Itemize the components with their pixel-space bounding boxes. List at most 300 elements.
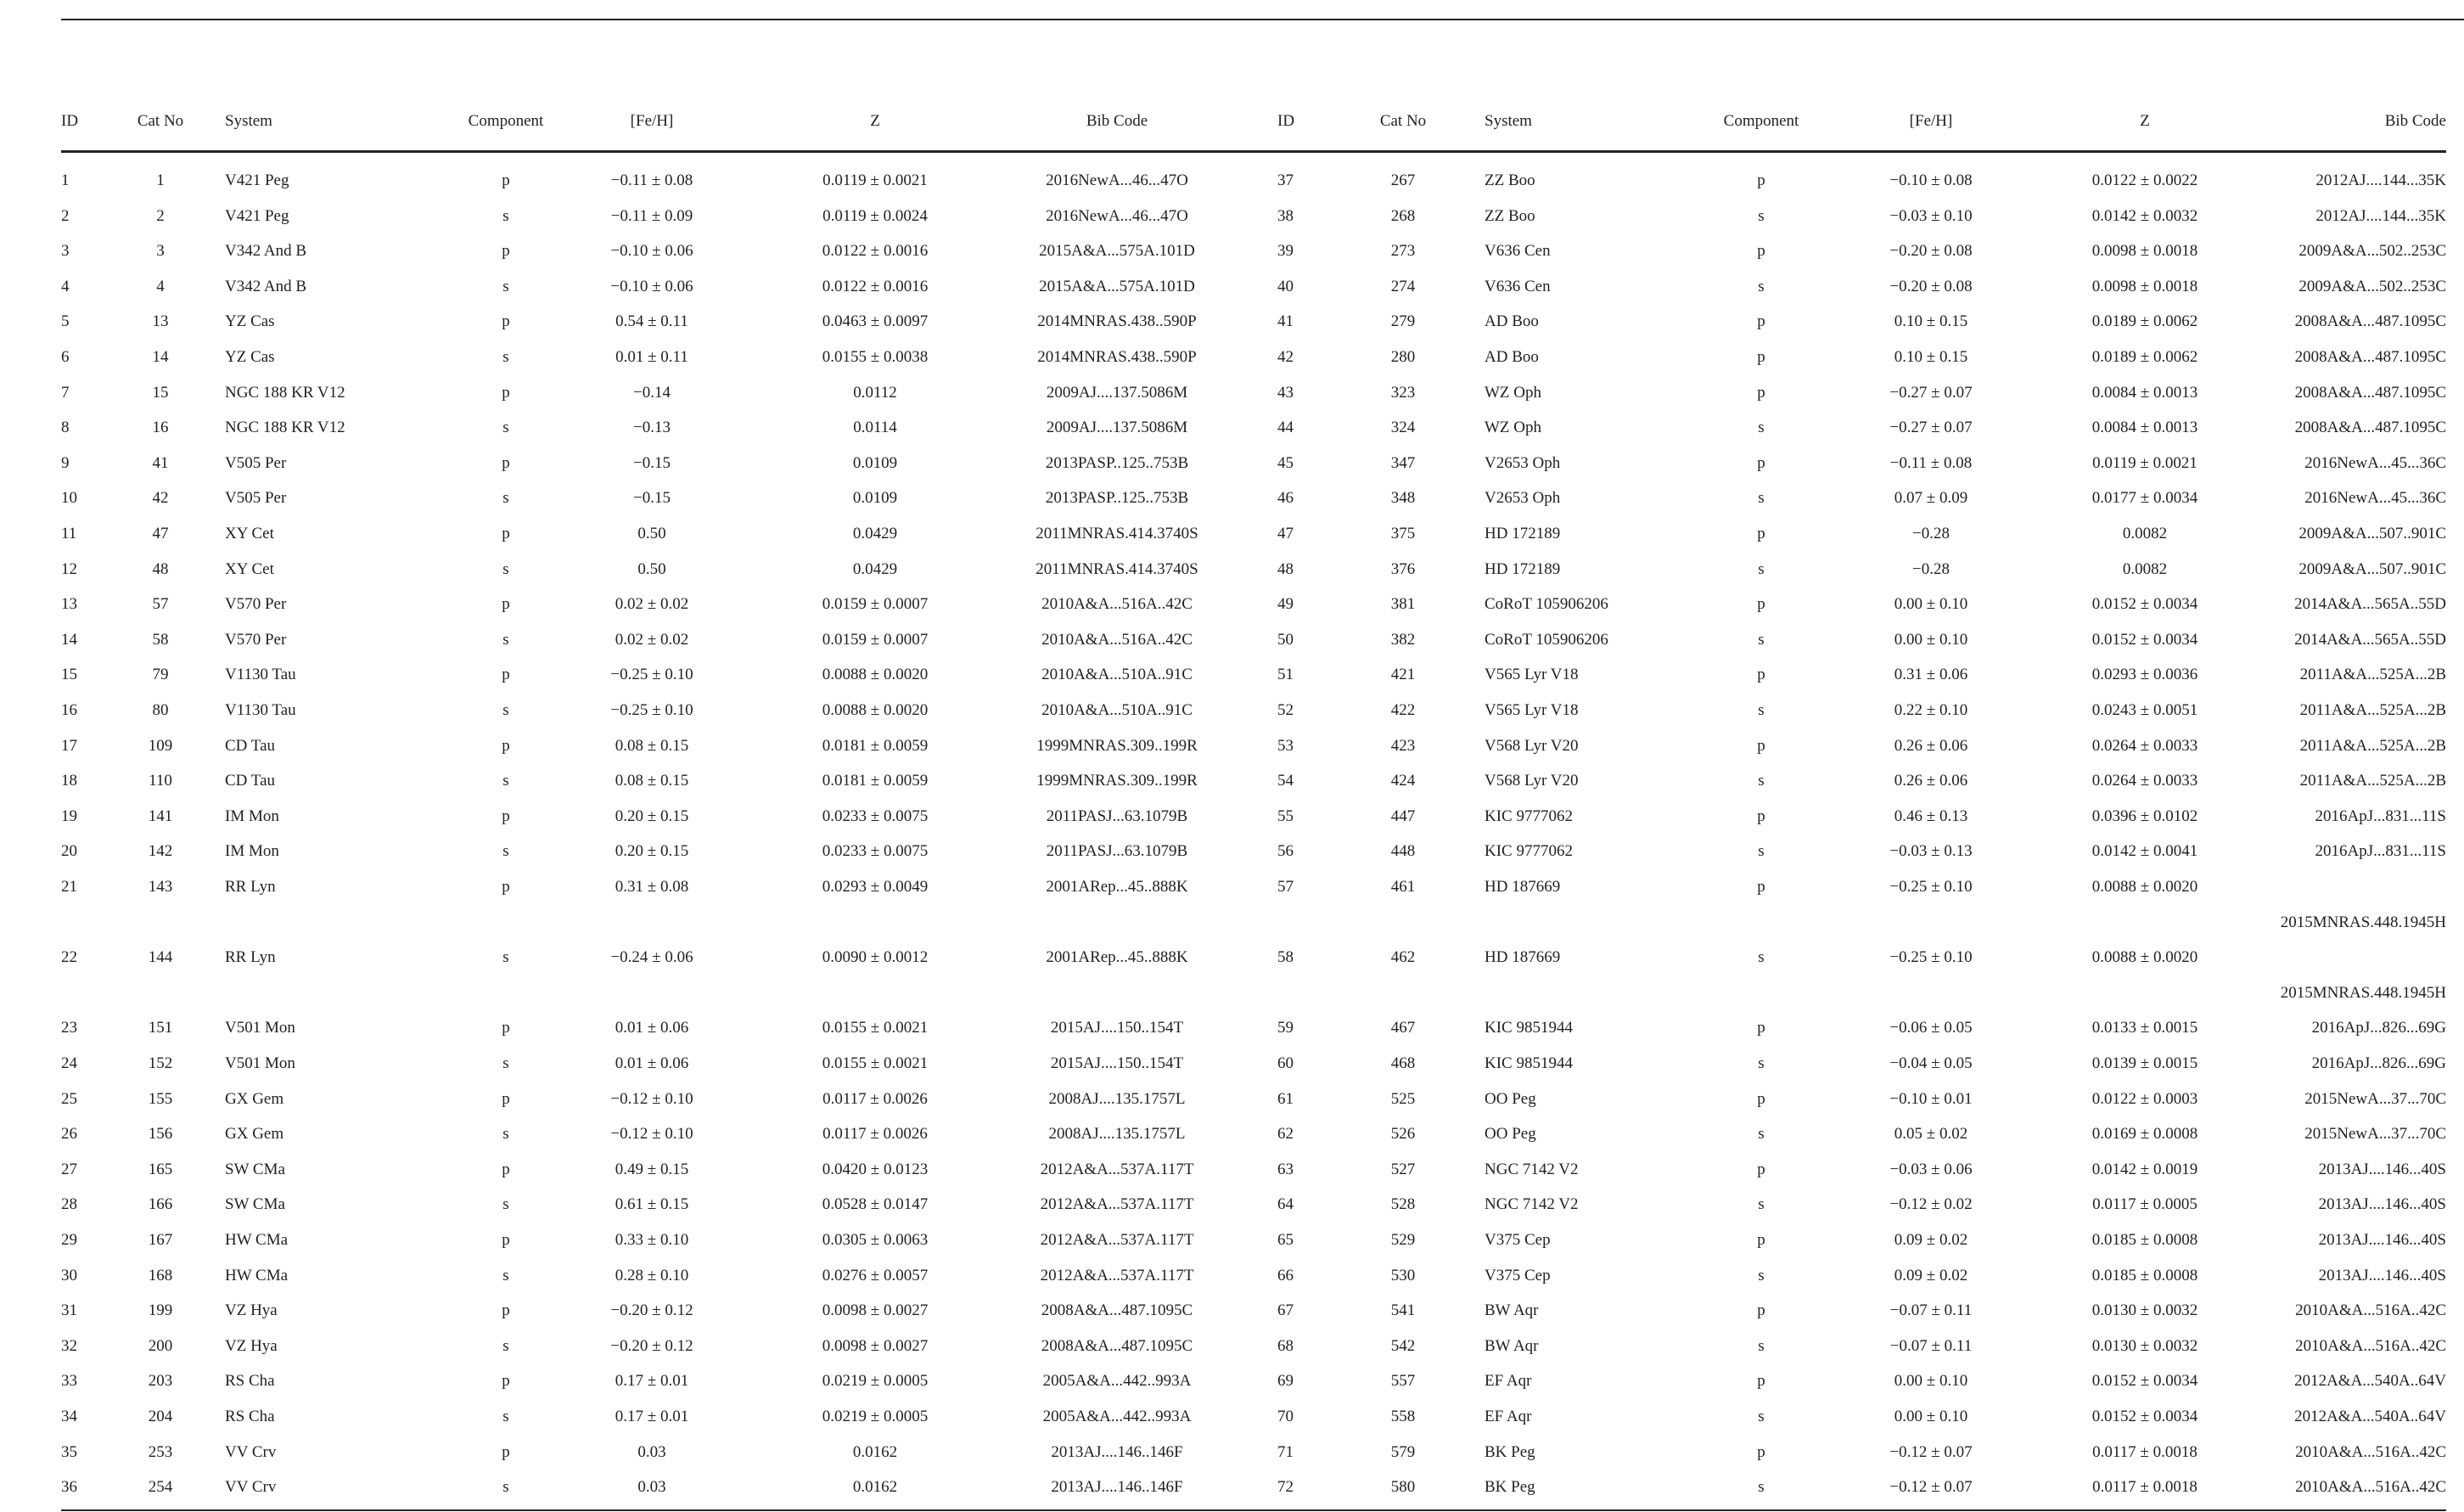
- row-fe-h: −0.04 ± 0.05: [1889, 1054, 1973, 1072]
- row-bib-code: 2001ARep...45..888K: [1046, 948, 1188, 967]
- row-fe-h: −0.25 ± 0.10: [1889, 948, 1973, 967]
- row-cat-no: 323: [1390, 383, 1416, 402]
- row-z: 0.0130 ± 0.0032: [2091, 1301, 2198, 1320]
- row-component: s: [1758, 842, 1765, 861]
- row-system: KIC 9777062: [1485, 842, 1573, 861]
- row-id: 69: [1277, 1372, 1294, 1391]
- row-component: p: [502, 1160, 510, 1178]
- row-fe-h: −0.11 ± 0.08: [610, 171, 693, 189]
- row-cat-no: 579: [1390, 1442, 1416, 1461]
- header-cat-no: Cat No: [1379, 112, 1427, 130]
- row-fe-h: 0.46 ± 0.13: [1894, 807, 1968, 825]
- row-bib-code: 2015A&A...575A.101D: [1039, 242, 1195, 261]
- row-component: s: [1758, 1408, 1765, 1425]
- bottom-rule: [61, 1509, 2446, 1511]
- row-z: 0.0122 ± 0.0016: [822, 242, 929, 261]
- row-bib-code: 2009A&A...502..253C: [2298, 242, 2446, 261]
- row-cat-no: 151: [148, 1019, 173, 1037]
- row-fe-h: 0.50: [637, 559, 666, 578]
- row-id: 24: [61, 1054, 77, 1072]
- row-cat-no: 557: [1390, 1372, 1416, 1391]
- row-component: p: [1757, 736, 1765, 755]
- row-bib-code: 2016ApJ...831...11S: [2315, 807, 2446, 825]
- row-fe-h: −0.27 ± 0.07: [1889, 419, 1973, 437]
- row-system: XY Cet: [225, 525, 274, 542]
- row-z: 0.0155 ± 0.0038: [822, 348, 929, 366]
- row-id: 51: [1277, 666, 1294, 684]
- row-id: 17: [61, 736, 77, 755]
- row-component: p: [502, 666, 510, 684]
- row-system: V375 Cep: [1485, 1266, 1551, 1284]
- row-cat-no: 109: [148, 736, 173, 755]
- row-id: 39: [1277, 242, 1294, 261]
- row-cat-no: 462: [1390, 948, 1416, 967]
- row-id: 57: [1277, 878, 1294, 896]
- row-component: s: [502, 559, 509, 578]
- row-component: p: [1757, 525, 1765, 542]
- row-component: p: [502, 736, 510, 755]
- row-bib-code: 2016ApJ...831...11S: [2315, 842, 2446, 861]
- row-bib-code: 2012A&A...537A.117T: [1040, 1160, 1194, 1178]
- row-fe-h: −0.12 ± 0.10: [610, 1125, 693, 1144]
- header-cat-no: Cat No: [137, 112, 184, 130]
- header-z: Z: [2140, 112, 2150, 130]
- row-bib-code: 2013AJ....146...40S: [2318, 1195, 2446, 1214]
- row-fe-h: 0.02 ± 0.02: [615, 630, 689, 649]
- row-z: 0.0155 ± 0.0021: [822, 1019, 929, 1037]
- row-bib-code: 2010A&A...510A..91C: [1041, 666, 1193, 684]
- row-bib-code: 2011PASJ...63.1079B: [1046, 807, 1188, 825]
- row-z: 0.0189 ± 0.0062: [2091, 348, 2198, 366]
- row-system: RS Cha: [225, 1408, 275, 1425]
- row-id: 61: [1277, 1089, 1294, 1108]
- row-system: OO Peg: [1485, 1089, 1536, 1108]
- row-id: 22: [61, 948, 77, 967]
- row-fe-h: −0.06 ± 0.05: [1889, 1019, 1973, 1037]
- row-component: s: [502, 630, 509, 649]
- row-fe-h: −0.24 ± 0.06: [610, 948, 693, 967]
- row-id: 16: [61, 701, 77, 719]
- row-component: p: [1757, 1372, 1765, 1391]
- row-system: V505 Per: [225, 453, 287, 472]
- row-cat-no: 144: [148, 948, 173, 967]
- header-fe-h: [Fe/H]: [630, 112, 674, 130]
- row-fe-h: −0.03 ± 0.06: [1889, 1160, 1973, 1178]
- row-component: p: [1757, 1442, 1765, 1461]
- row-component: s: [502, 842, 509, 861]
- row-cat-no: 530: [1390, 1266, 1416, 1284]
- row-id: 8: [61, 419, 70, 437]
- row-bib-code: 2008A&A...487.1095C: [2294, 348, 2446, 366]
- row-id: 68: [1277, 1336, 1294, 1355]
- row-id: 25: [61, 1089, 77, 1108]
- row-fe-h: 0.26 ± 0.06: [1894, 736, 1968, 755]
- row-z: 0.0117 ± 0.0026: [822, 1089, 928, 1108]
- row-component: s: [1758, 701, 1765, 719]
- row-z: 0.0112: [853, 383, 897, 402]
- row-system: V565 Lyr V18: [1485, 701, 1579, 719]
- row-id: 34: [61, 1408, 77, 1425]
- row-component: p: [502, 1019, 510, 1037]
- row-component: s: [1758, 489, 1765, 508]
- row-component: s: [502, 1336, 509, 1355]
- row-id: 43: [1277, 383, 1294, 402]
- row-bib-code: 2014MNRAS.438..590P: [1037, 348, 1197, 366]
- row-system: NGC 7142 V2: [1485, 1195, 1579, 1214]
- row-id: 44: [1277, 419, 1294, 437]
- row-id: 47: [1277, 525, 1294, 542]
- row-cat-no: 152: [148, 1054, 173, 1072]
- row-id: 49: [1277, 595, 1294, 614]
- row-bib-code: 2013AJ....146...40S: [2318, 1160, 2446, 1178]
- row-cat-no: 13: [152, 312, 169, 331]
- row-id: 21: [61, 878, 77, 896]
- row-system: WZ Oph: [1485, 383, 1542, 402]
- row-component: s: [1758, 772, 1765, 790]
- row-z: 0.0264 ± 0.0033: [2091, 772, 2198, 790]
- row-bib-code: 2009A&A...502..253C: [2298, 277, 2446, 295]
- row-z: 0.0122 ± 0.0022: [2091, 171, 2198, 189]
- row-bib-code: 2015A&A...575A.101D: [1039, 277, 1195, 295]
- row-id: 54: [1277, 772, 1294, 790]
- row-component: p: [502, 171, 510, 189]
- row-component: p: [1757, 1160, 1765, 1178]
- row-cat-no: 143: [148, 878, 173, 896]
- row-cat-no: 558: [1390, 1408, 1416, 1425]
- row-cat-no: 156: [148, 1125, 173, 1144]
- row-id: 72: [1277, 1478, 1294, 1497]
- row-id: 29: [61, 1231, 77, 1249]
- row-id: 71: [1277, 1442, 1294, 1461]
- row-system: AD Boo: [1485, 348, 1539, 366]
- row-system: AD Boo: [1485, 312, 1539, 331]
- row-component: p: [502, 312, 510, 331]
- row-cat-no: 268: [1390, 206, 1416, 225]
- row-bib-code: 2016NewA...46...47O: [1046, 206, 1188, 225]
- row-cat-no: 254: [148, 1478, 173, 1497]
- row-cat-no: 467: [1390, 1019, 1416, 1037]
- row-fe-h: 0.01 ± 0.06: [615, 1019, 689, 1037]
- row-bib-code: 2009A&A...507..901C: [2298, 525, 2446, 542]
- row-system: KIC 9851944: [1485, 1054, 1573, 1072]
- row-system: VV Crv: [225, 1442, 277, 1461]
- row-bib-code: 2015MNRAS.448.1945H: [2280, 913, 2446, 931]
- row-bib-code: 2010A&A...516A..42C: [2295, 1301, 2446, 1320]
- row-z: 0.0162: [852, 1442, 898, 1461]
- row-fe-h: 0.01 ± 0.11: [615, 348, 688, 366]
- row-component: p: [1757, 242, 1765, 261]
- row-cat-no: 167: [148, 1231, 173, 1249]
- row-component: s: [502, 772, 509, 790]
- row-cat-no: 141: [148, 807, 173, 825]
- row-component: s: [1758, 948, 1765, 967]
- row-cat-no: 376: [1390, 559, 1416, 578]
- row-z: 0.0463 ± 0.0097: [822, 312, 929, 331]
- row-id: 3: [61, 242, 70, 261]
- row-component: p: [502, 807, 510, 825]
- row-fe-h: −0.07 ± 0.11: [1889, 1336, 1973, 1355]
- row-component: p: [502, 1089, 510, 1108]
- row-fe-h: 0.22 ± 0.10: [1894, 701, 1968, 719]
- row-id: 15: [61, 666, 77, 684]
- row-id: 60: [1277, 1054, 1294, 1072]
- row-cat-no: 42: [152, 489, 169, 508]
- row-cat-no: 525: [1390, 1089, 1416, 1108]
- row-id: 52: [1277, 701, 1294, 719]
- row-bib-code: 2016ApJ...826...69G: [2311, 1054, 2446, 1072]
- row-cat-no: 200: [148, 1336, 173, 1355]
- row-bib-code: 2008AJ....135.1757L: [1048, 1125, 1186, 1144]
- row-id: 14: [61, 630, 77, 649]
- row-system: CoRoT 105906206: [1485, 595, 1608, 614]
- row-z: 0.0429: [852, 559, 898, 578]
- row-id: 31: [61, 1301, 77, 1320]
- row-component: s: [1758, 1125, 1765, 1144]
- row-system: KIC 9777062: [1485, 807, 1573, 825]
- row-system: V342 And B: [225, 277, 307, 295]
- row-component: p: [502, 1372, 510, 1391]
- row-fe-h: −0.25 ± 0.10: [1889, 878, 1973, 896]
- row-cat-no: 527: [1390, 1160, 1416, 1178]
- row-cat-no: 253: [148, 1442, 173, 1461]
- row-cat-no: 203: [148, 1372, 173, 1391]
- row-system: BK Peg: [1485, 1478, 1535, 1497]
- row-bib-code: 2012AJ....144...35K: [2315, 171, 2446, 189]
- row-fe-h: 0.03: [637, 1442, 666, 1461]
- row-component: s: [502, 701, 509, 719]
- row-cat-no: 2: [156, 206, 165, 225]
- row-system: V501 Mon: [225, 1054, 295, 1072]
- row-bib-code: 2010A&A...516A..42C: [1041, 630, 1193, 649]
- row-component: p: [1757, 595, 1765, 614]
- row-z: 0.0142 ± 0.0032: [2091, 206, 2198, 225]
- row-id: 55: [1277, 807, 1294, 825]
- row-z: 0.0098 ± 0.0018: [2091, 242, 2198, 261]
- row-cat-no: 16: [152, 419, 169, 437]
- row-z: 0.0117 ± 0.0005: [2092, 1195, 2197, 1214]
- header-bib-code: Bib Code: [1086, 112, 1148, 130]
- row-fe-h: 0.17 ± 0.01: [615, 1372, 689, 1391]
- row-id: 13: [61, 595, 77, 614]
- row-id: 32: [61, 1336, 77, 1355]
- row-fe-h: −0.12 ± 0.10: [610, 1089, 693, 1108]
- row-z: 0.0159 ± 0.0007: [822, 595, 929, 614]
- row-id: 41: [1277, 312, 1294, 331]
- row-component: p: [1757, 348, 1765, 366]
- row-id: 59: [1277, 1019, 1294, 1037]
- row-id: 62: [1277, 1125, 1294, 1144]
- row-fe-h: −0.25 ± 0.10: [610, 666, 693, 684]
- row-z: 0.0098 ± 0.0027: [822, 1301, 929, 1320]
- row-z: 0.0088 ± 0.0020: [822, 666, 929, 684]
- row-component: p: [502, 453, 510, 472]
- row-cat-no: 279: [1390, 312, 1416, 331]
- row-id: 7: [61, 383, 70, 402]
- row-system: V342 And B: [225, 242, 307, 261]
- row-fe-h: −0.15: [633, 489, 671, 508]
- row-z: 0.0233 ± 0.0075: [822, 842, 929, 861]
- row-component: p: [502, 242, 510, 261]
- row-fe-h: 0.26 ± 0.06: [1894, 772, 1968, 790]
- row-z: 0.0117 ± 0.0018: [2092, 1478, 2197, 1497]
- row-system: HD 172189: [1485, 525, 1561, 542]
- row-id: 30: [61, 1266, 77, 1284]
- row-component: p: [1757, 171, 1765, 189]
- row-fe-h: 0.02 ± 0.02: [615, 595, 689, 614]
- row-fe-h: 0.17 ± 0.01: [615, 1408, 689, 1425]
- row-cat-no: 348: [1390, 489, 1416, 508]
- row-system: WZ Oph: [1485, 419, 1542, 437]
- row-cat-no: 166: [148, 1195, 173, 1214]
- row-bib-code: 2010A&A...516A..42C: [2295, 1478, 2446, 1497]
- row-bib-code: 2010A&A...516A..42C: [2295, 1336, 2446, 1355]
- row-component: s: [1758, 559, 1765, 578]
- row-bib-code: 2011MNRAS.414.3740S: [1036, 525, 1198, 542]
- row-bib-code: 2010A&A...516A..42C: [2295, 1442, 2446, 1461]
- row-system: BW Aqr: [1485, 1336, 1539, 1355]
- row-cat-no: 375: [1390, 525, 1416, 542]
- row-z: 0.0155 ± 0.0021: [822, 1054, 929, 1072]
- header-system: System: [225, 112, 272, 130]
- row-cat-no: 58: [152, 630, 169, 649]
- row-id: 64: [1277, 1195, 1294, 1214]
- row-system: V501 Mon: [225, 1019, 295, 1037]
- row-bib-code: 2013PASP..125..753B: [1045, 453, 1189, 472]
- header-system: System: [1485, 112, 1532, 130]
- row-cat-no: 424: [1390, 772, 1416, 790]
- row-id: 18: [61, 772, 77, 790]
- row-fe-h: 0.20 ± 0.15: [615, 807, 689, 825]
- row-cat-no: 47: [152, 525, 169, 542]
- row-system: V636 Cen: [1485, 242, 1551, 261]
- row-bib-code: 2013PASP..125..753B: [1045, 489, 1189, 508]
- row-id: 6: [61, 348, 70, 366]
- row-z: 0.0185 ± 0.0008: [2091, 1231, 2198, 1249]
- row-system: SW CMa: [225, 1195, 285, 1214]
- row-z: 0.0243 ± 0.0051: [2091, 701, 2198, 719]
- row-fe-h: 0.49 ± 0.15: [615, 1160, 689, 1178]
- top-rule: [61, 19, 2464, 20]
- row-cat-no: 468: [1390, 1054, 1416, 1072]
- row-fe-h: 0.09 ± 0.02: [1894, 1231, 1968, 1249]
- row-bib-code: 1999MNRAS.309..199R: [1036, 772, 1198, 790]
- row-bib-code: 2013AJ....146..146F: [1051, 1442, 1183, 1461]
- row-system: NGC 188 KR V12: [225, 419, 345, 437]
- row-component: s: [1758, 1054, 1765, 1072]
- row-component: s: [502, 419, 509, 437]
- row-bib-code: 2012A&A...537A.117T: [1040, 1266, 1194, 1284]
- row-z: 0.0429: [852, 525, 898, 542]
- row-cat-no: 448: [1390, 842, 1416, 861]
- row-fe-h: −0.12 ± 0.02: [1889, 1195, 1973, 1214]
- row-z: 0.0139 ± 0.0015: [2091, 1054, 2198, 1072]
- row-system: V1130 Tau: [225, 666, 296, 684]
- row-id: 33: [61, 1372, 77, 1391]
- row-component: s: [502, 1408, 509, 1425]
- row-component: p: [1757, 383, 1765, 402]
- row-z: 0.0181 ± 0.0059: [822, 772, 929, 790]
- row-system: RR Lyn: [225, 948, 276, 967]
- header-bib-code: Bib Code: [2384, 112, 2446, 130]
- row-fe-h: 0.01 ± 0.06: [615, 1054, 689, 1072]
- row-component: p: [502, 595, 510, 614]
- row-z: 0.0177 ± 0.0034: [2091, 489, 2198, 508]
- row-bib-code: 2014A&A...565A..55D: [2294, 630, 2446, 649]
- row-bib-code: 2009AJ....137.5086M: [1046, 383, 1188, 402]
- row-id: 37: [1277, 171, 1294, 189]
- row-bib-code: 2008A&A...487.1095C: [2294, 383, 2446, 402]
- row-fe-h: 0.00 ± 0.10: [1894, 1372, 1968, 1391]
- row-system: EF Aqr: [1485, 1408, 1532, 1425]
- row-id: 56: [1277, 842, 1294, 861]
- row-bib-code: 2011A&A...525A...2B: [2299, 666, 2446, 684]
- row-cat-no: 4: [156, 277, 165, 295]
- row-id: 9: [61, 453, 70, 472]
- row-cat-no: 447: [1390, 807, 1416, 825]
- row-z: 0.0152 ± 0.0034: [2091, 1408, 2198, 1425]
- row-system: YZ Cas: [225, 348, 275, 366]
- row-fe-h: 0.50: [637, 525, 666, 542]
- row-bib-code: 2005A&A...442..993A: [1042, 1372, 1192, 1391]
- row-component: s: [1758, 1478, 1765, 1497]
- row-system: VZ Hya: [225, 1336, 278, 1355]
- row-z: 0.0090 ± 0.0012: [822, 948, 929, 967]
- row-id: 20: [61, 842, 77, 861]
- row-z: 0.0098 ± 0.0027: [822, 1336, 929, 1355]
- row-bib-code: 2014MNRAS.438..590P: [1037, 312, 1197, 331]
- row-bib-code: 2015NewA...37...70C: [2304, 1125, 2446, 1144]
- row-z: 0.0276 ± 0.0057: [822, 1266, 929, 1284]
- row-cat-no: 142: [148, 842, 173, 861]
- row-z: 0.0122 ± 0.0016: [822, 277, 929, 295]
- row-z: 0.0189 ± 0.0062: [2091, 312, 2198, 331]
- row-cat-no: 580: [1390, 1478, 1416, 1497]
- row-fe-h: 0.07 ± 0.09: [1894, 489, 1968, 508]
- row-cat-no: 204: [148, 1408, 173, 1425]
- row-id: 48: [1277, 559, 1294, 578]
- row-system: VV Crv: [225, 1478, 277, 1497]
- row-system: CD Tau: [225, 736, 276, 755]
- row-system: BW Aqr: [1485, 1301, 1539, 1320]
- row-bib-code: 2011A&A...525A...2B: [2299, 701, 2446, 719]
- row-id: 67: [1277, 1301, 1294, 1320]
- row-fe-h: −0.12 ± 0.07: [1889, 1478, 1973, 1497]
- row-z: 0.0084 ± 0.0013: [2091, 383, 2198, 402]
- row-id: 42: [1277, 348, 1294, 366]
- row-system: GX Gem: [225, 1089, 284, 1108]
- row-cat-no: 347: [1390, 453, 1416, 472]
- row-system: NGC 7142 V2: [1485, 1160, 1579, 1178]
- row-id: 40: [1277, 277, 1294, 295]
- row-bib-code: 2009AJ....137.5086M: [1046, 419, 1188, 437]
- row-bib-code: 2011A&A...525A...2B: [2299, 772, 2446, 790]
- row-z: 0.0219 ± 0.0005: [822, 1408, 929, 1425]
- row-cat-no: 324: [1390, 419, 1416, 437]
- row-cat-no: 165: [148, 1160, 173, 1178]
- row-z: 0.0396 ± 0.0102: [2091, 807, 2198, 825]
- row-id: 65: [1277, 1231, 1294, 1249]
- row-component: s: [502, 1266, 509, 1284]
- row-cat-no: 14: [152, 348, 169, 366]
- row-component: p: [1757, 1089, 1765, 1108]
- row-z: 0.0109: [852, 489, 898, 508]
- row-id: 46: [1277, 489, 1294, 508]
- row-bib-code: 2015AJ....150..154T: [1050, 1019, 1184, 1037]
- row-system: V421 Peg: [225, 171, 289, 189]
- row-component: p: [1757, 1301, 1765, 1320]
- header-component: Component: [468, 112, 544, 130]
- row-fe-h: −0.12 ± 0.07: [1889, 1442, 1973, 1461]
